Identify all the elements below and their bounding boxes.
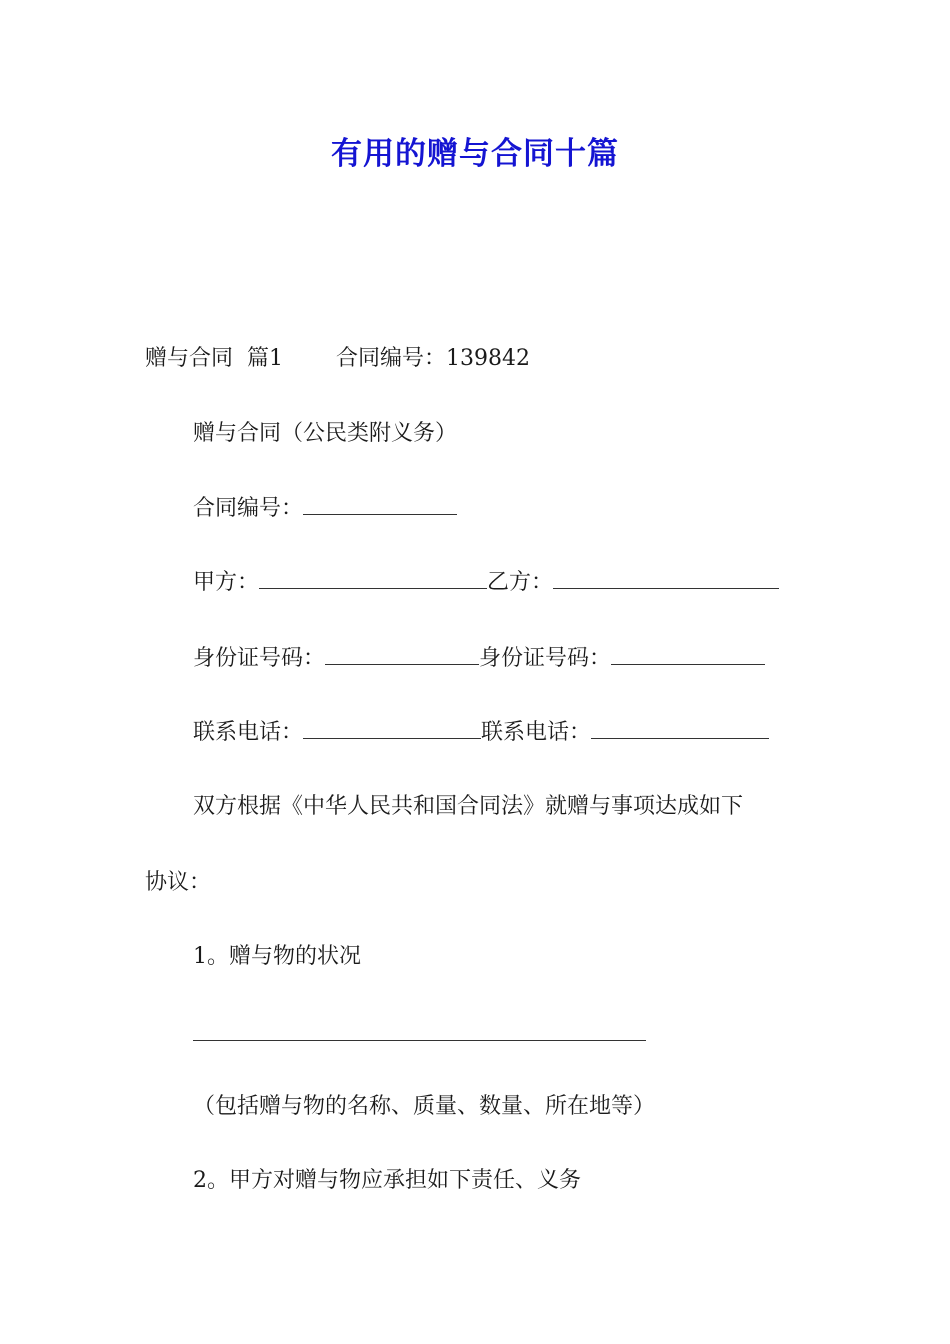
contract-number-label: 合同编号：: [193, 496, 304, 521]
section-label: 赠与合同 篇1: [145, 346, 283, 371]
party-b-blank: [553, 570, 779, 589]
party-a-label: 甲方：: [193, 570, 260, 595]
item-1-heading: 1。赠与物的状况: [193, 944, 361, 969]
header-line: [145, 344, 530, 374]
agreement-intro-continued: 协议：: [145, 870, 212, 895]
contract-subtitle: 赠与合同（公民类附义务）: [193, 421, 458, 446]
contract-number-field: [193, 494, 457, 524]
id-b-label: 身份证号码：: [479, 646, 612, 671]
contract-number: 合同编号：139842: [335, 346, 530, 371]
parties-field: [193, 568, 779, 598]
item-1-note: （包括赠与物的名称、质量、数量、所在地等）: [193, 1094, 656, 1119]
phone-b-label: 联系电话：: [481, 720, 592, 745]
item-1-blank-line: [193, 1040, 646, 1041]
document-title: 有用的赠与合同十篇: [331, 136, 619, 172]
phone-a-blank: [303, 720, 481, 739]
id-a-blank: [325, 646, 479, 665]
phone-a-label: 联系电话：: [193, 720, 304, 745]
id-b-blank: [611, 646, 765, 665]
phone-b-blank: [591, 720, 769, 739]
item-2-heading: 2。甲方对赠与物应承担如下责任、义务: [193, 1168, 581, 1193]
phone-field: [193, 718, 769, 748]
party-b-label: 乙方：: [487, 570, 554, 595]
id-a-label: 身份证号码：: [193, 646, 326, 671]
party-a-blank: [259, 570, 487, 589]
id-number-field: [193, 644, 765, 674]
agreement-intro: 双方根据《中华人民共和国合同法》就赠与事项达成如下: [193, 794, 744, 819]
contract-number-blank: [303, 496, 457, 515]
